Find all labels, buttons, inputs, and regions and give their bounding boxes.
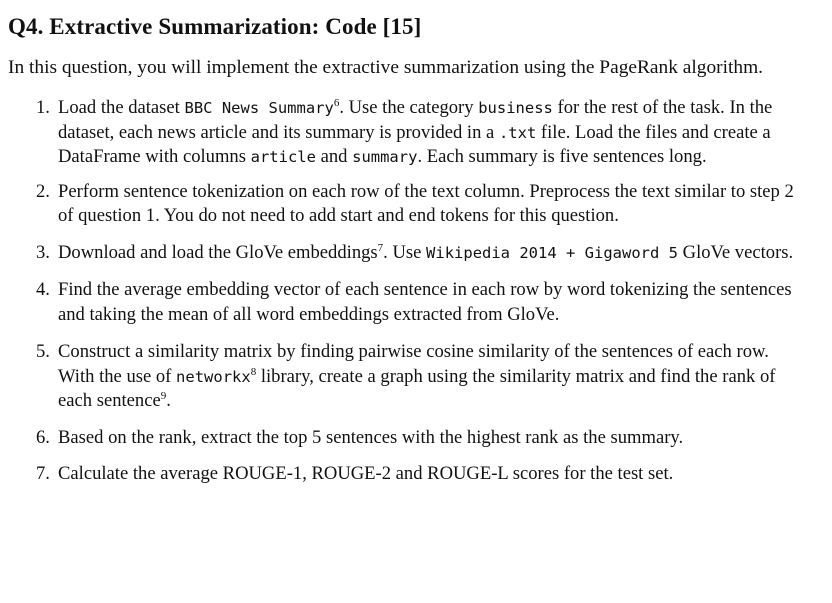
step-4 (8, 278, 808, 327)
step-1: 1. Load the dataset BBC News Summary$^6$. Use the category business for the rest of the task. In the dataset, each news article and its summary is provided in a .txt file. Load the files and create a DataFrame with columns article and summary. Each summary is five sentences long. (36, 97, 773, 167)
footnote-ref-8[interactable]: 8 (250, 365, 257, 378)
step-text: Based on the rank, extract the top 5 sentences with the highest rank as the summary. (58, 426, 684, 448)
task-steps-list (8, 96, 802, 487)
step-6 (8, 426, 808, 451)
step-number: 2. (36, 180, 50, 202)
footnote-ref-7[interactable]: 7 (377, 241, 384, 254)
category-name: business (478, 99, 553, 117)
question-intro: In this question, you will implement the extractive summarization using the PageRank algorithm. (8, 57, 764, 78)
step-number: 4. (36, 279, 50, 300)
step-number: 3. (36, 241, 50, 263)
glove-corpus-name: Wikipedia 2014 + Gigaword 5 (426, 243, 678, 262)
dataset-name: BBC News Summary (184, 99, 334, 117)
step-text: Find the average embedding vector of each sentence in each row by word tokenizing the sentences and taking the mean of all word embeddings extracted from GloVe. (58, 279, 792, 325)
footnote-ref-6[interactable]: 6 (333, 97, 340, 109)
step-number: 5. (36, 341, 50, 362)
step-7 (8, 462, 808, 487)
step-5: 5. Construct a similarity matrix by finding pairwise cosine similarity of the sentences of each row. With the use of networkx$^8$ library, create a graph using the similarity matrix and find the rank of each sentence$^9$. (36, 341, 776, 411)
file-extension: .txt (498, 123, 537, 142)
step-3: 3. Download and load the GloVe embeddings$^7$. Use Wikipedia 2014 + Gigaword 5 GloVe vectors. (8, 241, 808, 266)
step-text: Calculate the average ROUGE-1, ROUGE-2 and ROUGE-L scores for the test set. (58, 463, 674, 484)
step-text: Perform sentence tokenization on each row of the text column. Preprocess the text similar to step 2 of question 1. You do not need to add start and end tokens for this question. (58, 180, 794, 226)
column-summary: summary (352, 148, 418, 166)
question-title: Q4. Extractive Summarization: Code [15] (8, 14, 422, 39)
library-name: networkx (176, 367, 251, 386)
step-2 (8, 180, 808, 229)
footnote-ref-9[interactable]: 9 (160, 390, 167, 402)
step-number: 1. (36, 97, 50, 118)
step-number: 6. (36, 426, 50, 448)
column-article: article (250, 148, 316, 166)
step-number: 7. (36, 463, 50, 484)
